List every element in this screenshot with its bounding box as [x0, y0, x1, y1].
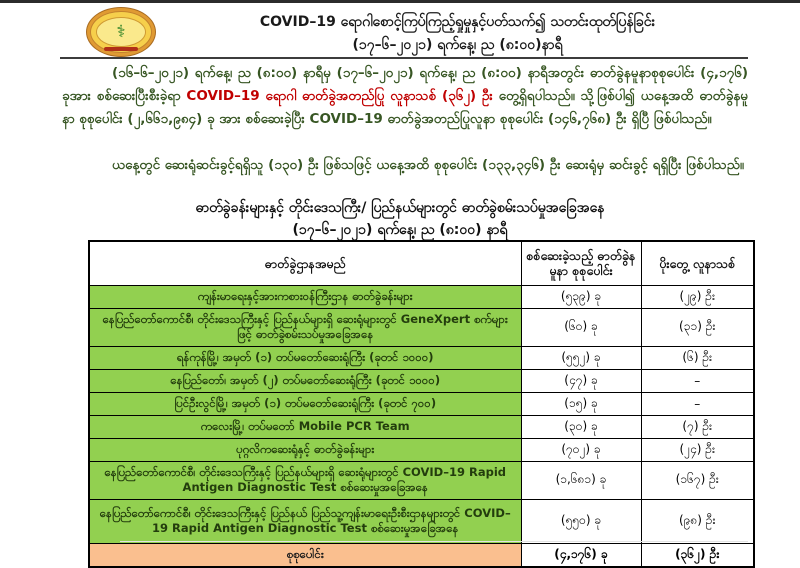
moh-logo [86, 7, 156, 57]
lab-name-cell: ပြင်ဦးလွင်မြို့၊ အမှတ် (၁) တပ်မတော်ဆေးရုံကြီး (ခုတင် ၇၀၀) [89, 392, 521, 415]
total-positives-cell: (၃၆၂) ဦး [641, 543, 754, 567]
lab-name-cell: ကျန်းမာရေးနှင့်အားကစားဝန်ကြီးဌာန ဓာတ်ခွဲခန်းများ [89, 285, 521, 308]
lab-name-cell: ရန်ကုန်မြို့၊ အမှတ် (၁) တပ်မတော်ဆေးရုံကြီး (ခုတင် ၁၀၀၀) [89, 346, 521, 369]
lab-name-cell: နေပြည်တော်ကောင်စီ၊ တိုင်းဒေသကြီးနှင့် ပြည်နယ် ပြည်သူ့ကျန်းမာရေးဦးစီးဌာနများတွင် COVID–19 Rapid Antigen Diagnostic Test စစ်ဆေးမှုအခြေအနေ [89, 499, 521, 543]
table-row [89, 438, 754, 461]
table-row [89, 285, 754, 308]
table-header-row [89, 241, 754, 285]
positives-cell: (၂၉) ဦး [641, 285, 754, 308]
discharge-paragraph: ယနေ့တွင် ဆေးရုံဆင်းခွင့်ရရှိသူ (၁၃၀) ဦး ဖြစ်သဖြင့် ယနေ့အထိ စုစုပေါင်း (၁၃၃,၃၄၆) ဦး ဆေးရုံမှ ဆင်းခွင့် ရရှိပြီး ဖြစ်ပါသည်။ [112, 157, 744, 173]
lab-name-cell: ကလေးမြို့၊ တပ်မတော် Mobile PCR Team [89, 415, 521, 438]
positives-cell: (၇) ဦး [641, 415, 754, 438]
total-row [89, 543, 754, 567]
lab-name-cell: နေပြည်တော်၊ အမှတ် (၂) တပ်မတော်ဆေးရုံကြီး (ခုတင် ၁၀၀၀) [89, 369, 521, 392]
positives-cell: (၁၆၇) ဦး [641, 461, 754, 499]
lab-results-table [88, 240, 755, 568]
lab-name-cell: ပုဂ္ဂလိကဆေးရုံနှင့် ဓာတ်ခွဲခန်းများ [89, 438, 521, 461]
table-row [89, 392, 754, 415]
positives-cell: (၉၈) ဦး [641, 499, 754, 543]
samples-cell: (၅၅၂) ခု [521, 346, 641, 369]
table-row [89, 346, 754, 369]
para1-lead-text: (၁၆–၆–၂၀၂၁) ရက်နေ့၊ ည (၈:၀၀) နာရီမှ (၁၇–၆–၂၀၂၁) ရက်နေ့၊ ည (၈:၀၀) နာရီအတွင်း ဓာတ်ခွဲနမူနာစုစုပေါင်း (၄,၁၇၆) ခုအား စစ်ဆေးပြီးစီးခဲ့ရာ [62, 65, 748, 104]
samples-cell: (၃၀) ခု [521, 415, 641, 438]
positives-cell: – [641, 392, 754, 415]
caduceus-icon: ⚕ [116, 21, 126, 42]
column-header-lab-name: ဓာတ်ခွဲဌာနအမည် [89, 241, 521, 285]
table-datetime: (၁၇–၆–၂၀၂၁) ရက်နေ့၊ ည (၈:၀၀) နာရီ [292, 222, 508, 238]
logo-center [96, 17, 146, 47]
column-header-samples: စစ်ဆေးခဲ့သည့် ဓာတ်ခွဲနမူနာ စုစုပေါင်း [521, 241, 641, 285]
total-label-cell: စုစုပေါင်း [89, 543, 521, 567]
new-cases-highlight: COVID–19 ရောဂါ ဓာတ်ခွဲအတည်ပြု လူနာသစ် (၃၆၂) ဦး [186, 88, 493, 104]
samples-cell: (၁၅) ခု [521, 392, 641, 415]
report-header [165, 11, 750, 57]
positives-cell: (၂၄) ဦး [641, 438, 754, 461]
table-row [89, 461, 754, 499]
table-title: ဓာတ်ခွဲခန်းများနှင့် တိုင်းဒေသကြီး/ ပြည်နယ်များတွင် ဓာတ်ခွဲစမ်းသပ်မှုအခြေအနေ [195, 200, 605, 216]
samples-cell: (၅၅၀) ခု [521, 499, 641, 543]
table-row [89, 499, 754, 543]
positives-cell: (၆) ဦး [641, 346, 754, 369]
samples-cell: (၅၃၉) ခု [521, 285, 641, 308]
total-samples-cell: (၄,၁၇၆) ခု [521, 543, 641, 567]
samples-cell: (၄၇) ခု [521, 369, 641, 392]
header-divider [60, 57, 748, 59]
surveillance-paragraph [62, 62, 748, 156]
logo-ribbon [104, 47, 138, 51]
positives-cell: – [641, 369, 754, 392]
report-datetime: (၁၇–၆–၂၀၂၁) ရက်နေ့၊ ည (၈:၀၀)နာရီ [352, 37, 563, 53]
lab-name-cell: နေပြည်တော်ကောင်စီ၊ တိုင်းဒေသကြီးနှင့် ပြည်နယ်များရှိ ဆေးရုံများတွင် COVID–19 Rapid Antigen Diagnostic Test စစ်ဆေးမှုအခြေအနေ [89, 461, 521, 499]
table-title-block [0, 197, 800, 241]
samples-cell: (၇၀၂) ခု [521, 438, 641, 461]
samples-cell: (၆၀) ခု [521, 308, 641, 346]
footer-divider [120, 541, 748, 542]
table-row [89, 415, 754, 438]
table-row [89, 369, 754, 392]
para1-tail-text: တွေ့ရှိရပါသည်။ သို့ဖြစ်ပါ၍ ယနေ့အထိ ဓာတ်ခွဲနမူနာ စုစုပေါင်း (၂,၆၆၁,၉၈၄) ခု အား စစ်ဆေးခဲ့ပြီး COVID–19 ဓာတ်ခွဲအတည်ပြုလူနာ စုစုပေါင်း (၁၄၆,၇၆၈) ဦး ရှိပြီ ဖြစ်ပါသည်။ [62, 88, 749, 127]
report-title: COVID–19 ရောဂါစောင့်ကြပ်ကြည့်ရှုမှုနှင့်ပတ်သက်၍ သတင်းထုတ်ပြန်ခြင်း [259, 14, 656, 30]
samples-cell: (၁,၆၈၁) ခု [521, 461, 641, 499]
table-row [89, 308, 754, 346]
column-header-positives: ပိုးတွေ့ လူနာသစ် [641, 241, 754, 285]
page-top-border [0, 0, 800, 3]
positives-cell: (၃၁) ဦး [641, 308, 754, 346]
lab-name-cell: နေပြည်တော်ကောင်စီ၊ တိုင်းဒေသကြီးနှင့် ပြည်နယ်များရှိ ဆေးရုံများတွင် GeneXpert စက်များဖြင့် ဓာတ်ခွဲစမ်းသပ်မှုအခြေအနေ [89, 308, 521, 346]
